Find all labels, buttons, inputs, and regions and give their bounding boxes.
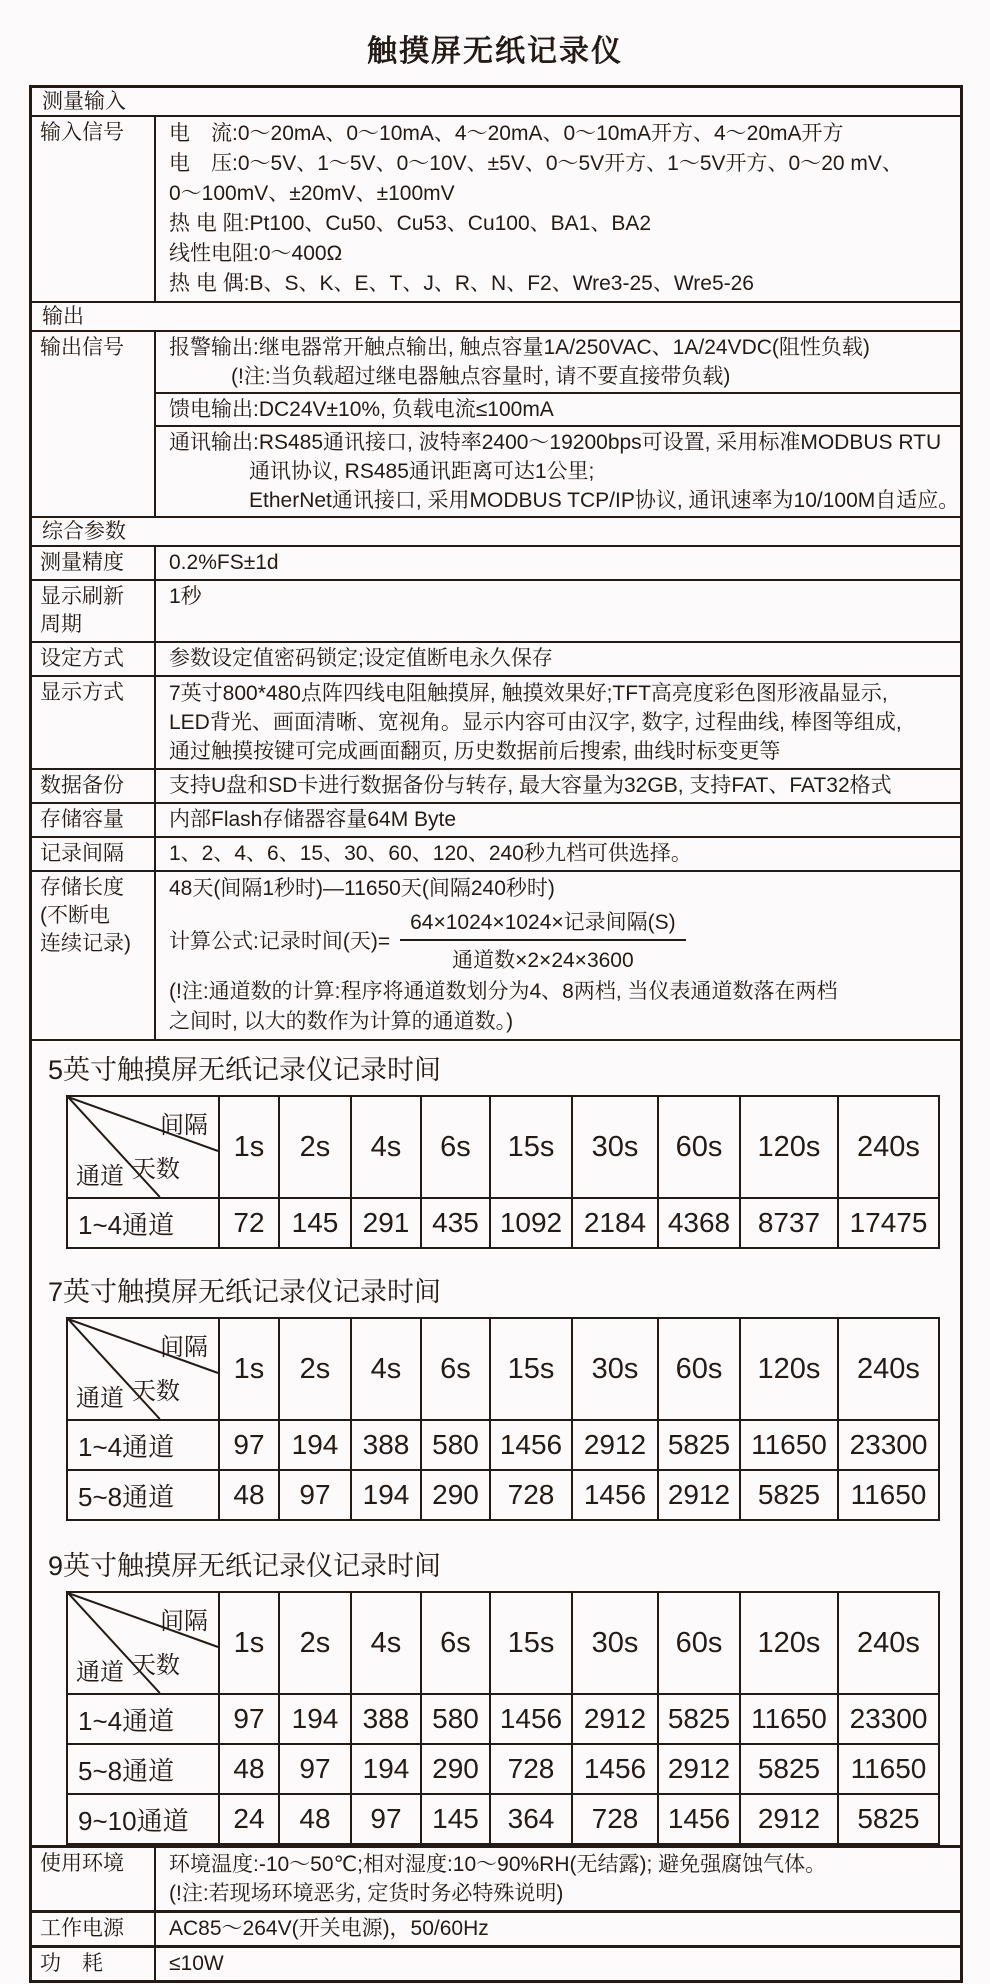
channel-row-label: 5~8通道: [67, 1744, 219, 1794]
record-days-cell: 24: [219, 1794, 279, 1844]
interval-header-cell: 240s: [838, 1318, 939, 1420]
record-days-cell: 11650: [740, 1420, 838, 1470]
interval-value: 1、2、4、6、15、30、60、120、240秒九档可供选择。: [169, 842, 692, 865]
display-content: [156, 677, 960, 768]
interval-header-cell: 2s: [279, 1592, 351, 1694]
capacity-value: 内部Flash存储器容量64M Byte: [169, 808, 457, 831]
corner-cell: [67, 1096, 219, 1198]
record-days-cell: 194: [279, 1694, 351, 1744]
row-display-mode: [32, 675, 960, 768]
corner-label-channel: 通道: [76, 1659, 124, 1686]
channel-row-label: 1~4通道: [67, 1420, 219, 1470]
storage-range-line: 48天(间隔1秒时)—11650天(间隔240秒时): [169, 877, 555, 900]
feed-output-block: [156, 392, 960, 425]
record-days-cell: 2912: [572, 1694, 658, 1744]
section-header-general: 综合参数: [32, 516, 960, 545]
refresh-value: 1秒: [169, 585, 202, 608]
display-line: LED背光、画面清晰、宽视角。显示内容可由汉字, 数字, 过程曲线, 棒图等组成,: [169, 711, 902, 734]
corner-label-days: 天数: [132, 1652, 180, 1679]
record-days-cell: 388: [351, 1420, 421, 1470]
interval-header-cell: 6s: [421, 1096, 490, 1198]
record-days-cell: 1456: [658, 1794, 740, 1844]
formula-numerator: 64×1024×1024×记录间隔(S): [400, 906, 686, 941]
section-header-output: 输出: [32, 301, 960, 330]
row-accuracy: [32, 545, 960, 579]
row-power-supply: [32, 1910, 960, 1945]
interval-header-cell: 60s: [658, 1318, 740, 1420]
output-signal-content: [156, 332, 960, 516]
record-tables-cell: [32, 1041, 960, 1845]
comm-output-line: EtherNet通讯接口, 采用MODBUS TCP/IP协议, 通讯速率为10/100M自适应。: [249, 489, 960, 512]
record-days-cell: 72: [219, 1198, 279, 1248]
page-title: 触摸屏无纸记录仪: [367, 35, 623, 68]
record-table-9inch: [66, 1591, 940, 1845]
record-days-cell: 580: [421, 1420, 490, 1470]
row-power-consumption: [32, 1945, 960, 1980]
interval-header-cell: 30s: [572, 1318, 658, 1420]
input-signal-line: 热 电 阻:Pt100、Cu50、Cu53、Cu100、BA1、BA2: [169, 212, 652, 235]
record-days-cell: 5825: [740, 1744, 838, 1794]
record-days-cell: 2184: [572, 1198, 658, 1248]
formula-prefix: 计算公式:记录时间(天)=: [169, 930, 391, 953]
corner-label-channel: 通道: [76, 1163, 124, 1190]
output-signal-label: 输出信号: [32, 332, 156, 516]
interval-header-cell: 60s: [658, 1096, 740, 1198]
setting-label: 设定方式: [32, 643, 156, 675]
record-days-cell: 194: [351, 1470, 421, 1520]
record-days-cell: 1456: [490, 1420, 572, 1470]
row-setting-mode: [32, 641, 960, 675]
corner-label-interval: 间隔: [160, 1112, 208, 1139]
record-days-cell: 290: [421, 1470, 490, 1520]
record-days-cell: 23300: [838, 1420, 939, 1470]
backup-value: 支持U盘和SD卡进行数据备份与转存, 最大容量为32GB, 支持FAT、FAT32格式: [169, 774, 892, 797]
record-table-row: [67, 1420, 939, 1470]
input-signal-line: 热 电 偶:B、S、K、E、T、J、R、N、F2、Wre3-25、Wre5-26: [169, 272, 754, 295]
record-days-cell: 580: [421, 1694, 490, 1744]
capacity-label: 存储容量: [32, 804, 156, 836]
row-input-signal: [32, 115, 960, 301]
row-data-backup: [32, 768, 960, 802]
consumption-value: ≤10W: [169, 1952, 224, 1975]
record-days-cell: 2912: [740, 1794, 838, 1844]
record-days-cell: 435: [421, 1198, 490, 1248]
interval-header-cell: 15s: [490, 1318, 572, 1420]
corner-label-channel: 通道: [76, 1385, 124, 1412]
storage-length-label: [32, 872, 156, 1039]
row-refresh-period: [32, 579, 960, 641]
record-days-cell: 23300: [838, 1694, 939, 1744]
interval-header-cell: 15s: [490, 1096, 572, 1198]
record-table-row: [67, 1794, 939, 1844]
interval-header-cell: 1s: [219, 1096, 279, 1198]
record-table-title-5inch: 5英寸触摸屏无纸记录仪记录时间: [48, 1055, 442, 1085]
alarm-output-line: 报警输出:继电器常开触点输出, 触点容量1A/250VAC、1A/24VDC(阻性负载): [169, 336, 870, 359]
record-days-cell: 194: [351, 1744, 421, 1794]
row-storage-length: [32, 870, 960, 1039]
channel-row-label: 5~8通道: [67, 1470, 219, 1520]
record-days-cell: 97: [351, 1794, 421, 1844]
interval-header-cell: 2s: [279, 1096, 351, 1198]
corner-label-interval: 间隔: [160, 1608, 208, 1635]
interval-header-cell: 30s: [572, 1096, 658, 1198]
record-days-cell: 4368: [658, 1198, 740, 1248]
interval-header-cell: 1s: [219, 1592, 279, 1694]
record-days-cell: 97: [219, 1694, 279, 1744]
record-days-cell: 48: [219, 1744, 279, 1794]
refresh-label-line: 周期: [40, 613, 82, 636]
setting-value: 参数设定值密码锁定;设定值断电永久保存: [169, 647, 553, 670]
display-label: 显示方式: [32, 677, 156, 768]
record-days-cell: 2912: [658, 1744, 740, 1794]
interval-header-cell: 4s: [351, 1096, 421, 1198]
interval-header-cell: 60s: [658, 1592, 740, 1694]
record-days-cell: 728: [490, 1470, 572, 1520]
storage-length-label-line: (不断电: [40, 904, 110, 927]
record-days-cell: 48: [219, 1470, 279, 1520]
record-days-cell: 97: [279, 1470, 351, 1520]
record-table-title-7inch: 7英寸触摸屏无纸记录仪记录时间: [48, 1277, 442, 1307]
record-days-cell: 2912: [572, 1420, 658, 1470]
input-signal-content: [156, 117, 960, 301]
record-days-cell: 1456: [572, 1744, 658, 1794]
refresh-label-line: 显示刷新: [40, 585, 124, 608]
interval-header-cell: 4s: [351, 1318, 421, 1420]
refresh-label: [32, 581, 156, 641]
section-header-measure-input: 测量输入: [42, 90, 126, 113]
environment-content: [156, 1848, 960, 1910]
input-signal-line: 电 流:0～20mA、0～10mA、4～20mA、0～10mA开方、4～20mA开方: [169, 122, 844, 145]
channel-row-label: 9~10通道: [67, 1794, 219, 1844]
feed-output-line: 馈电输出:DC24V±10%, 负载电流≤100mA: [169, 398, 554, 421]
accuracy-label: 测量精度: [32, 547, 156, 579]
interval-label: 记录间隔: [32, 838, 156, 870]
input-signal-line: 线性电阻:0～400Ω: [169, 242, 343, 265]
channel-row-label: 1~4通道: [67, 1694, 219, 1744]
record-days-cell: 291: [351, 1198, 421, 1248]
storage-note-line: (!注:通道数的计算:程序将通道数划分为4、8两档, 当仪表通道数落在两档: [169, 980, 838, 1003]
storage-note-line: 之间时, 以大的数作为计算的通道数。): [169, 1010, 514, 1033]
record-days-cell: 5825: [838, 1794, 939, 1844]
row-environment: [32, 1845, 960, 1910]
interval-header-cell: 6s: [421, 1592, 490, 1694]
record-days-cell: 388: [351, 1694, 421, 1744]
consumption-label: 功 耗: [32, 1948, 156, 1980]
record-days-cell: 8737: [740, 1198, 838, 1248]
row-record-tables: [32, 1039, 960, 1845]
record-days-cell: 2912: [658, 1470, 740, 1520]
formula-denominator: 通道数×2×24×3600: [452, 949, 634, 972]
interval-header-cell: 4s: [351, 1592, 421, 1694]
record-days-cell: 97: [219, 1420, 279, 1470]
storage-length-label-line: 连续记录): [40, 932, 131, 955]
record-days-cell: 11650: [838, 1470, 939, 1520]
corner-label-interval: 间隔: [160, 1334, 208, 1361]
comm-output-line: 通讯协议, RS485通讯距离可达1公里;: [249, 460, 595, 483]
record-days-cell: 97: [279, 1744, 351, 1794]
record-days-cell: 11650: [740, 1694, 838, 1744]
record-days-cell: 728: [490, 1744, 572, 1794]
interval-header-cell: 240s: [838, 1592, 939, 1694]
record-table-row: [67, 1198, 939, 1248]
input-signal-line: 0～100mV、±20mV、±100mV: [169, 182, 455, 205]
record-table-row: [67, 1744, 939, 1794]
corner-cell: [67, 1318, 219, 1420]
interval-header-cell: 120s: [740, 1592, 838, 1694]
backup-label: 数据备份: [32, 770, 156, 802]
record-days-cell: 1092: [490, 1198, 572, 1248]
interval-header-cell: 1s: [219, 1318, 279, 1420]
input-signal-label: 输入信号: [32, 117, 156, 301]
record-days-cell: 48: [279, 1794, 351, 1844]
display-line: 通过触摸按键可完成画面翻页, 历史数据前后搜索, 曲线时标变更等: [169, 740, 781, 763]
record-days-cell: 290: [421, 1744, 490, 1794]
display-line: 7英寸800*480点阵四线电阻触摸屏, 触摸效果好;TFT高亮度彩色图形液晶显示,: [169, 682, 888, 705]
interval-header-cell: 15s: [490, 1592, 572, 1694]
interval-header-cell: 30s: [572, 1592, 658, 1694]
record-days-cell: 5825: [740, 1470, 838, 1520]
record-table-row: [67, 1470, 939, 1520]
row-output-signal: [32, 330, 960, 516]
corner-label-days: 天数: [132, 1378, 180, 1405]
comm-output-block: [156, 425, 960, 516]
record-days-cell: 194: [279, 1420, 351, 1470]
environment-line: 环境温度:-10～50℃;相对湿度:10～90%RH(无结露); 避免强腐蚀气体。: [169, 1853, 827, 1876]
interval-header-cell: 2s: [279, 1318, 351, 1420]
corner-cell: [67, 1592, 219, 1694]
record-days-cell: 145: [279, 1198, 351, 1248]
record-days-cell: 728: [572, 1794, 658, 1844]
record-table-7inch: [66, 1317, 940, 1521]
accuracy-value: 0.2%FS±1d: [169, 551, 279, 574]
interval-header-cell: 240s: [838, 1096, 939, 1198]
record-table-row: [67, 1694, 939, 1744]
environment-note: (!注:若现场环境恶劣, 定货时务必特殊说明): [169, 1882, 564, 1905]
alarm-output-block: [156, 332, 960, 392]
record-days-cell: 1456: [490, 1694, 572, 1744]
environment-label: 使用环境: [32, 1848, 156, 1910]
formula-fraction: [400, 906, 686, 974]
record-table-title-9inch: 9英寸触摸屏无纸记录仪记录时间: [48, 1551, 442, 1581]
interval-header-cell: 6s: [421, 1318, 490, 1420]
row-storage-capacity: [32, 802, 960, 836]
record-days-cell: 11650: [838, 1744, 939, 1794]
record-days-cell: 5825: [658, 1420, 740, 1470]
storage-formula: [169, 906, 960, 974]
channel-row-label: 1~4通道: [67, 1198, 219, 1248]
record-days-cell: 17475: [838, 1198, 939, 1248]
interval-header-cell: 120s: [740, 1096, 838, 1198]
power-label: 工作电源: [32, 1913, 156, 1945]
alarm-output-note: (!注:当负载超过继电器触点容量时, 请不要直接带负载): [231, 365, 731, 388]
record-days-cell: 1456: [572, 1470, 658, 1520]
record-days-cell: 145: [421, 1794, 490, 1844]
spec-table: [29, 85, 963, 1983]
record-days-cell: 364: [490, 1794, 572, 1844]
input-signal-line: 电 压:0～5V、1～5V、0～10V、±5V、0～5V开方、1～5V开方、0～20 mV、: [169, 152, 903, 175]
interval-header-cell: 120s: [740, 1318, 838, 1420]
power-value: AC85～264V(开关电源)，50/60Hz: [169, 1917, 489, 1940]
storage-length-content: [156, 872, 960, 1039]
corner-label-days: 天数: [132, 1156, 180, 1183]
row-record-interval: [32, 836, 960, 870]
comm-output-line: 通讯输出:RS485通讯接口, 波特率2400～19200bps可设置, 采用标准MODBUS RTU: [169, 431, 942, 454]
storage-length-label-line: 存储长度: [40, 876, 124, 899]
record-days-cell: 5825: [658, 1694, 740, 1744]
record-table-5inch: [66, 1095, 940, 1249]
